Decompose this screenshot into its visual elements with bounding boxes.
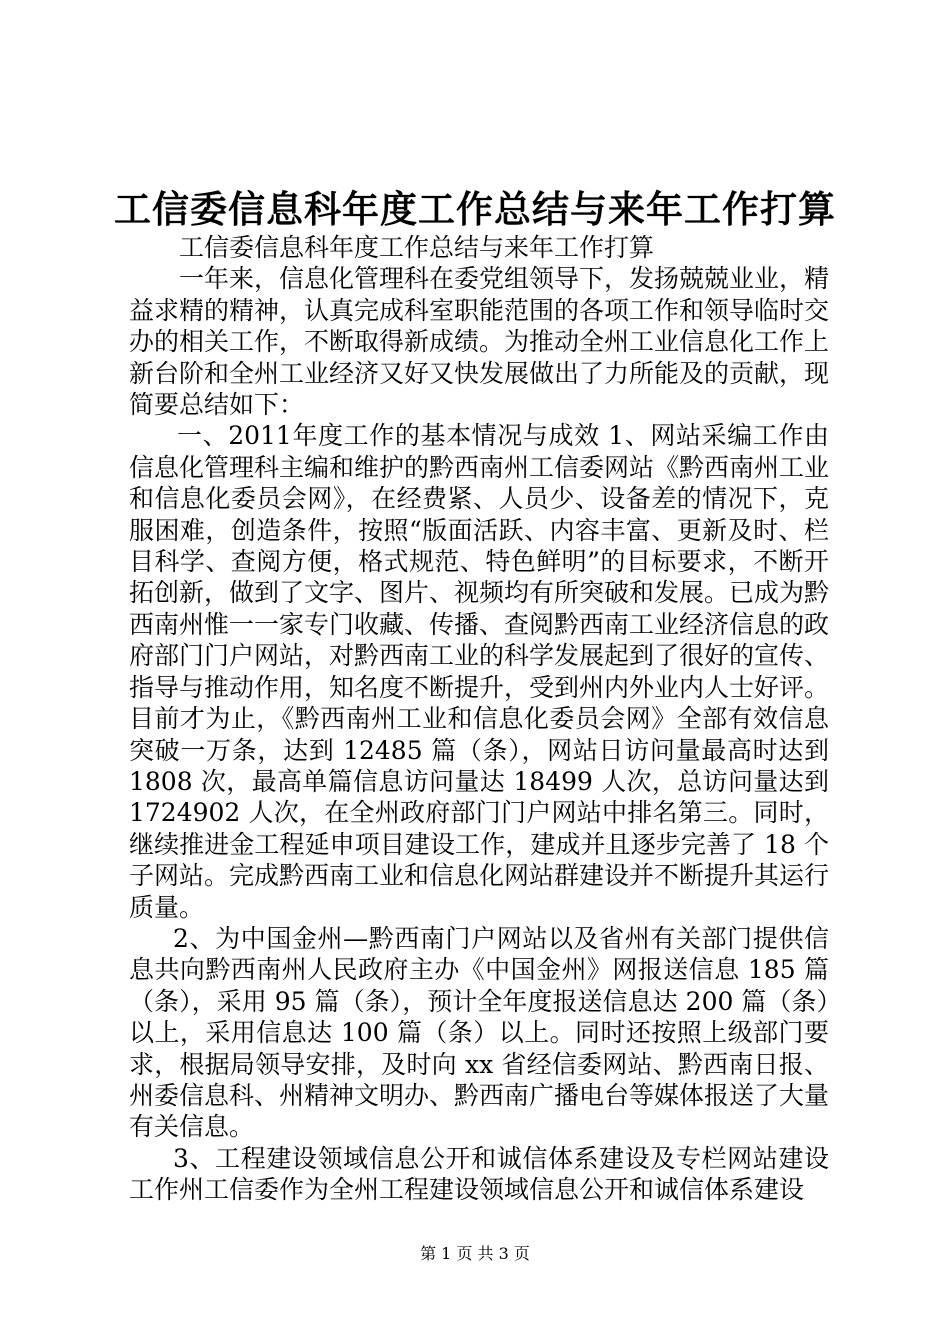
paragraph-intro: 一年来，信息化管理科在委党组领导下，发扬兢兢业业，精益求精的精神，认真完成科室职能范围的各项工作和领导临时交办的相关工作，不断取得新成绩。为推动全州工业信息化工作上新台阶和全州工业经济又好又快发展做出了力所能及的贡献，现简要总结如下： [129,264,830,420]
document-title: 工信委信息科年度工作总结与来年工作打算 [114,187,836,231]
paragraph-section-one: 一、2011年度工作的基本情况与成效 1、网站采编工作由信息化管理科主编和维护的黔西南州工信委网站《黔西南州工业和信息化委员会网》，在经费紧、人员少、设备差的情况下，克服困难，创造条件，按照“版面活跃、内容丰富、更新及时、栏目科学、查阅方便，格式规范、特色鲜明”的目标要求，不断开拓创新，做到了文字、图片、视频均有所突破和发展。已成为黔西南州惟一一家专门收藏、传播、查阅黔西南工业经济信息的政府部门门户网站，对黔西南工业的科学发展起到了很好的宣传、指导与推动作用，知名度不断提升，受到州内外业内人士好评。目前才为止，《黔西南州工业和信息化委员会网》全部有效信息突破一万条，达到 12485 篇（条），网站日访问量最高时达到 1808 次，最高单篇信息访问量达 18499 人次，总访问量达到 1724902 人次，在全州政府部门门户网站中排名第三。同时，继续推进金工程延申项目建设工作，建成并且逐步完善了 18 个子网站。完成黔西南工业和信息化网站群建设并不断提升其运行质量。 [129,421,830,922]
paragraph-item-two: 2、为中国金州—黔西南门户网站以及省州有关部门提供信息共向黔西南州人民政府主办《中国金州》网报送信息 185 篇（条），采用 95 篇（条），预计全年度报送信息达 200 篇（条）以上，采用信息达 100 篇（条）以上。同时还按照上级部门要求，根据局领导安排，及时向 xx 省经信委网站、黔西南日报、州委信息科、州精神文明办、黔西南广播电台等媒体报送了大量有关信息。 [129,923,830,1142]
page-footer: 第 1 页 共 3 页 [420,1244,530,1263]
document-body [129,232,829,1206]
document-subtitle: 工信委信息科年度工作总结与来年工作打算 [179,233,655,262]
paragraph-item-three: 3、工程建设领域信息公开和诚信体系建设及专栏网站建设工作州工信委作为全州工程建设领域信息公开和诚信体系建设 [129,1143,829,1205]
